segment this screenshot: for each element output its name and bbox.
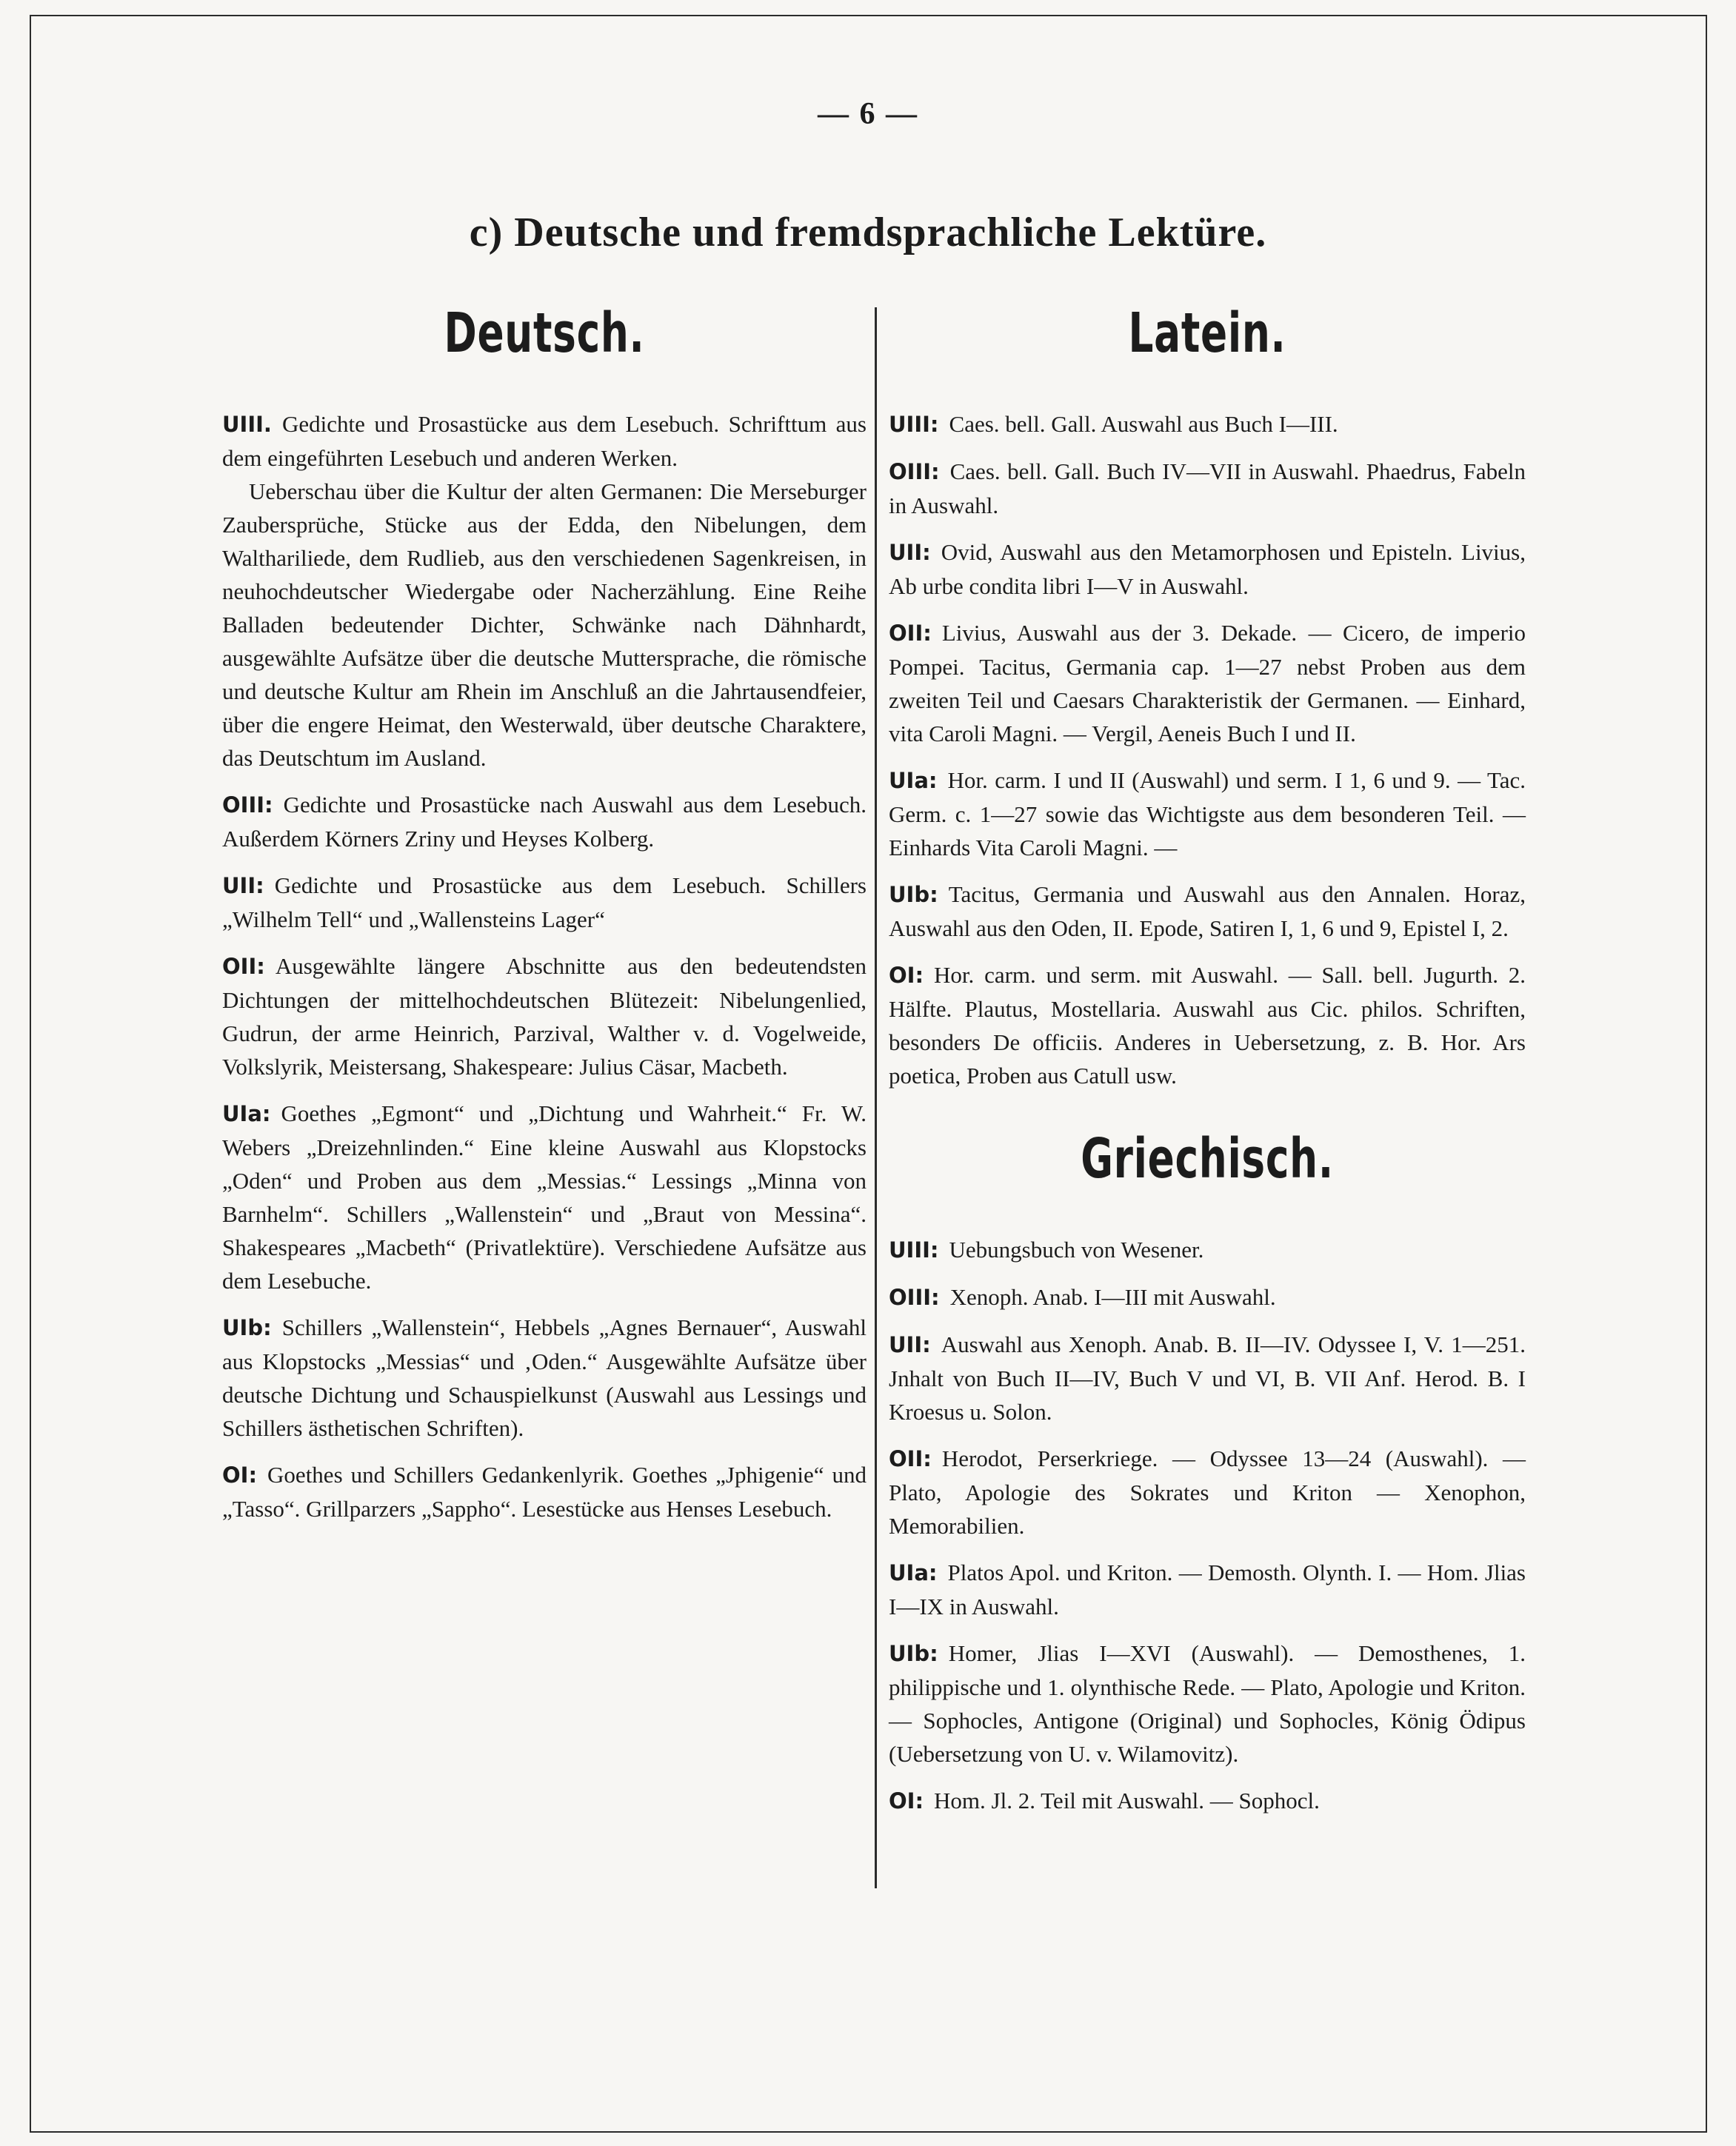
entry-griechisch-oiii	[889, 1280, 1526, 1314]
entry-text: Auswahl aus Xenoph. Anab. B. II—IV. Odyssee I, V. 1—251. Jnhalt von Buch II—IV, Buch V und VI, B. VII Anf. Herod. B. I Kroesus u. Solon.	[889, 1331, 1526, 1425]
grade-label: OIII:	[222, 792, 273, 818]
grade-label: UIa:	[889, 1560, 938, 1585]
entry-text: Gedichte und Prosastücke aus dem Lesebuch. Schrifttum aus dem eingeführten Lesebuch und anderen Werken.	[222, 411, 867, 471]
entry-text: Uebungsbuch von Wesener.	[949, 1237, 1204, 1263]
column-deutsch	[222, 296, 867, 1539]
entry-latein-oiii	[889, 455, 1526, 522]
entry-text: Ovid, Auswahl aus den Metamorphosen und Episteln. Livius, Ab urbe condita libri I—V in Auswahl.	[889, 539, 1526, 599]
entry-text: Schillers „Wallenstein“, Hebbels „Agnes Bernauer“, Auswahl aus Klopstocks „Messias“ und ‚Oden.“ Ausgewählte Aufsätze über deutsche Dichtung und Schauspielkunst (Auswahl aus Lessings und Schillers ästhetischen Schriften).	[222, 1314, 867, 1441]
entry-text: Tacitus, Germania und Auswahl aus den Annalen. Horaz, Auswahl aus den Oden, II. Epode, Satiren I, 1, 6 und 9, Epistel I, 2.	[889, 881, 1526, 941]
column-divider	[875, 307, 877, 1888]
entry-text: Gedichte und Prosastücke nach Auswahl aus dem Lesebuch. Außerdem Körners Zriny und Heyses Kolberg.	[222, 792, 867, 852]
heading-deutsch: Deutsch.	[444, 301, 645, 365]
grade-label: OIII:	[889, 1285, 940, 1310]
grade-label: OI:	[889, 963, 924, 988]
entry-latein-uiii	[889, 407, 1526, 441]
entry-text: Goethes „Egmont“ und „Dichtung und Wahrheit.“ Fr. W. Webers „Dreizehnlinden.“ Eine kleine Auswahl aus Klopstocks „Oden“ und Proben aus dem „Messias.“ Lessings „Minna von Barnhelm“. Schillers „Wallenstein“ und „Braut von Messina“. Shakespeares „Macbeth“ (Privatlektüre). Verschiedene Aufsätze aus dem Lesebuche.	[222, 1100, 867, 1294]
entry-text: Hor. carm. I und II (Auswahl) und serm. I 1, 6 und 9. — Tac. Germ. c. 1—27 sowie das Wichtigste aus dem besonderen Teil. — Einhards Vita Caroli Magni. —	[889, 767, 1526, 860]
grade-label: UIb:	[889, 1641, 938, 1666]
grade-label: UII:	[222, 873, 264, 898]
entry-deutsch-oi	[222, 1458, 867, 1525]
entry-text: Caes. bell. Gall. Auswahl aus Buch I—III.	[949, 411, 1338, 437]
entry-latein-uia	[889, 763, 1526, 864]
entry-deutsch-uii	[222, 869, 867, 936]
entry-griechisch-uii	[889, 1328, 1526, 1428]
entry-deutsch-oii	[222, 949, 867, 1083]
entry-griechisch-oi	[889, 1784, 1526, 1818]
grade-label: OI:	[889, 1788, 924, 1814]
entry-text: Goethes und Schillers Gedankenlyrik. Goethes „Jphigenie“ und „Tasso“. Grillparzers „Sappho“. Lesestücke aus Henses Lesebuch.	[222, 1462, 867, 1522]
entry-text: Gedichte und Prosastücke aus dem Lesebuch. Schillers „Wilhelm Tell“ und „Wallensteins Lager“	[222, 872, 867, 932]
grade-label: OII:	[889, 621, 932, 646]
entry-latein-uii	[889, 535, 1526, 603]
entry-text: Xenoph. Anab. I—III mit Auswahl.	[949, 1284, 1276, 1310]
column-latein-griechisch	[889, 296, 1526, 1831]
entry-latein-oii	[889, 616, 1526, 750]
grade-label: OII:	[889, 1446, 932, 1471]
entry-text: Hom. Jl. 2. Teil mit Auswahl. — Sophocl.	[934, 1788, 1320, 1814]
grade-label: OII:	[222, 954, 265, 979]
entry-text: Caes. bell. Gall. Buch IV—VII in Auswahl. Phaedrus, Fabeln in Auswahl.	[889, 458, 1526, 518]
grade-label: OIII:	[889, 459, 940, 484]
page-number: — 6 —	[818, 97, 918, 131]
entry-deutsch-oiii	[222, 788, 867, 855]
entry-deutsch-uiii	[222, 407, 867, 775]
entry-text: Homer, Jlias I—XVI (Auswahl). — Demosthenes, 1. philippische und 1. olynthische Rede. — Plato, Apologie und Kriton. — Sophocles, Antigone (Original) und Sophocles, König Ödipus (Uebersetzung von U. v. Wilamovitz).	[889, 1640, 1526, 1767]
grade-label: UIII:	[889, 412, 939, 437]
grade-label: UIa:	[889, 768, 938, 793]
heading-griechisch: Griechisch.	[1081, 1127, 1334, 1191]
entry-griechisch-uib	[889, 1637, 1526, 1771]
entry-text-continued: Ueberschau über die Kultur der alten Germanen: Die Merseburger Zaubersprüche, Stücke aus der Edda, den Nibelungen, dem Walthariliede, dem Rudlieb, aus den verschiedenen Sagenkreisen, in neuhochdeutscher Wiedergabe oder Nacherzählung. Eine Reihe Balladen bedeutender Dichter, Schwänke nach Dähnhardt, ausgewählte Aufsätze über die deutsche Muttersprache, die römische und deutsche Kultur am Rhein im Anschluß an die Jahrtausendfeier, über die engere Heimat, den Westerwald, über deutsche Charaktere, das Deutschtum im Ausland.	[222, 478, 867, 771]
grade-label: UIII.	[222, 412, 272, 437]
entry-latein-uib	[889, 878, 1526, 945]
heading-latein: Latein.	[1128, 301, 1286, 365]
entry-text: Herodot, Perserkriege. — Odyssee 13—24 (Auswahl). — Plato, Apologie des Sokrates und Kriton — Xenophon, Memorabilien.	[889, 1445, 1526, 1539]
section-title: c) Deutsche und fremdsprachliche Lektüre.	[469, 210, 1267, 255]
grade-label: UII:	[889, 540, 931, 565]
entry-griechisch-uiii	[889, 1233, 1526, 1267]
entry-latein-oi	[889, 958, 1526, 1092]
entry-deutsch-uia	[222, 1097, 867, 1297]
grade-label: UII:	[889, 1332, 931, 1357]
entry-text: Platos Apol. und Kriton. — Demosth. Olynth. I. — Hom. Jlias I—IX in Auswahl.	[889, 1560, 1526, 1619]
entry-deutsch-uib	[222, 1311, 867, 1445]
grade-label: UIa:	[222, 1101, 271, 1126]
entry-text: Livius, Auswahl aus der 3. Dekade. — Cicero, de imperio Pompei. Tacitus, Germania cap. 1—27 nebst Proben aus dem zweiten Teil und Caesars Charakteristik der Germanen. — Einhard, vita Caroli Magni. — Vergil, Aeneis Buch I und II.	[889, 620, 1526, 746]
entry-griechisch-uia	[889, 1556, 1526, 1623]
grade-label: UIb:	[889, 882, 938, 907]
entry-text: Hor. carm. und serm. mit Auswahl. — Sall. bell. Jugurth. 2. Hälfte. Plautus, Mostellaria. Auswahl aus Cic. philos. Schriften, besonders De officiis. Anderes in Uebersetzung, z. B. Hor. Ars poetica, Proben aus Catull usw.	[889, 962, 1526, 1089]
entry-griechisch-oii	[889, 1442, 1526, 1542]
grade-label: OI:	[222, 1463, 258, 1488]
grade-label: UIII:	[889, 1237, 939, 1263]
grade-label: UIb:	[222, 1315, 272, 1340]
entry-text: Ausgewählte längere Abschnitte aus den bedeutendsten Dichtungen der mittelhochdeutschen Blütezeit: Nibelungenlied, Gudrun, der arme Heinrich, Parzival, Walther v. d. Vogelweide, Volkslyrik, Meistersang, Shakespeare: Julius Cäsar, Macbeth.	[222, 953, 867, 1080]
